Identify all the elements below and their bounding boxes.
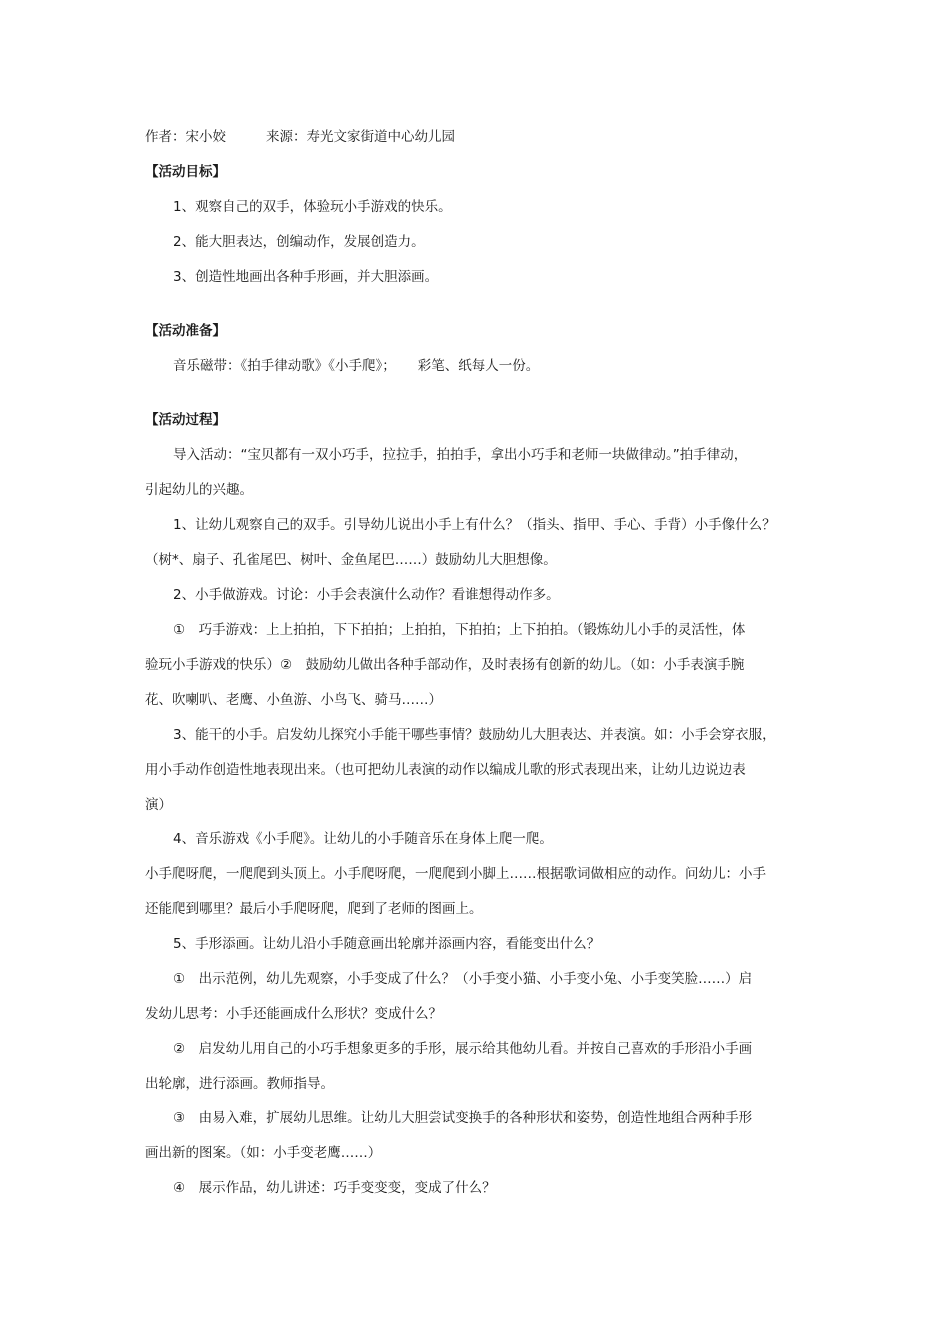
author-text: 作者：宋小姣 <box>145 129 226 145</box>
process-heading: 【活动过程】 <box>145 412 226 428</box>
process-line: 1、让幼儿观察自己的双手。引导幼儿说出小手上有什么？（指头、指甲、手心、手背）小手像什么？ <box>173 517 776 533</box>
process-line: 5、手形添画。让幼儿沿小手随意画出轮廓并添画内容，看能变出什么？ <box>173 936 601 952</box>
process-line: ③ 由易入难，扩展幼儿思维。让幼儿大胆尝试变换手的各种形状和姿势，创造性地组合两种手形 <box>173 1110 753 1126</box>
prep-music: 音乐磁带：《拍手律动歌》《小手爬》； <box>173 358 396 374</box>
process-line: 小手爬呀爬，一爬爬到头顶上。小手爬呀爬，一爬爬到小脚上……根据歌词做相应的动作。问幼儿：小手 <box>145 866 766 882</box>
process-line: ① 出示范例，幼儿先观察，小手变成了什么？（小手变小猫、小手变小兔、小手变笑脸……）启 <box>173 971 753 987</box>
goals-heading: 【活动目标】 <box>145 164 226 180</box>
process-line: 导入活动：“宝贝都有一双小巧手，拉拉手，拍拍手，拿出小巧手和老师一块做律动。”拍手律动， <box>173 447 748 463</box>
prep-heading: 【活动准备】 <box>145 323 226 339</box>
process-line: 发幼儿思考：小手还能画成什么形状？变成什么？ <box>145 1006 442 1022</box>
process-line: 3、能干的小手。启发幼儿探究小手能干哪些事情？鼓励幼儿大胆表达、并表演。如：小手会穿衣服， <box>173 727 776 743</box>
process-line: 4、音乐游戏《小手爬》。让幼儿的小手随音乐在身体上爬一爬。 <box>173 831 553 847</box>
process-line: 用小手动作创造性地表现出来。（也可把幼儿表演的动作以编成儿歌的形式表现出来，让幼儿边说边表 <box>145 762 746 778</box>
process-line: 演） <box>145 797 172 813</box>
meta-line <box>145 127 455 147</box>
process-line: 花、吹喇叭、老鹰、小鱼游、小鸟飞、骑马……） <box>145 692 442 708</box>
goal-item: 2、能大胆表达，创编动作，发展创造力。 <box>173 234 425 250</box>
process-line: 还能爬到哪里？最后小手爬呀爬，爬到了老师的图画上。 <box>145 901 483 917</box>
process-line: 出轮廓，进行添画。教师指导。 <box>145 1076 334 1092</box>
process-line: 2、小手做游戏。讨论：小手会表演什么动作？看谁想得动作多。 <box>173 587 560 603</box>
process-line: 验玩小手游戏的快乐）② 鼓励幼儿做出各种手部动作，及时表扬有创新的幼儿。（如：小手表演手腕 <box>145 657 745 673</box>
process-line: 引起幼儿的兴趣。 <box>145 482 253 498</box>
goal-item: 3、创造性地画出各种手形画，并大胆添画。 <box>173 269 439 285</box>
process-line: ① 巧手游戏：上上拍拍，下下拍拍；上拍拍，下拍拍；上下拍拍。（锻炼幼儿小手的灵活性，体 <box>173 622 746 638</box>
process-line: ④ 展示作品，幼儿讲述：巧手变变变，变成了什么？ <box>173 1180 496 1196</box>
prep-line <box>173 356 539 376</box>
source-text: 来源：寿光文家街道中心幼儿园 <box>266 129 455 145</box>
process-line: ② 启发幼儿用自己的小巧手想象更多的手形，展示给其他幼儿看。并按自己喜欢的手形沿小手画 <box>173 1041 753 1057</box>
process-line: 画出新的图案。（如：小手变老鹰……） <box>145 1145 382 1161</box>
process-line: （树*、扇子、孔雀尾巴、树叶、金鱼尾巴……）鼓励幼儿大胆想像。 <box>145 552 557 568</box>
goal-item: 1、观察自己的双手，体验玩小手游戏的快乐。 <box>173 199 452 215</box>
prep-materials: 彩笔、纸每人一份。 <box>417 358 540 374</box>
